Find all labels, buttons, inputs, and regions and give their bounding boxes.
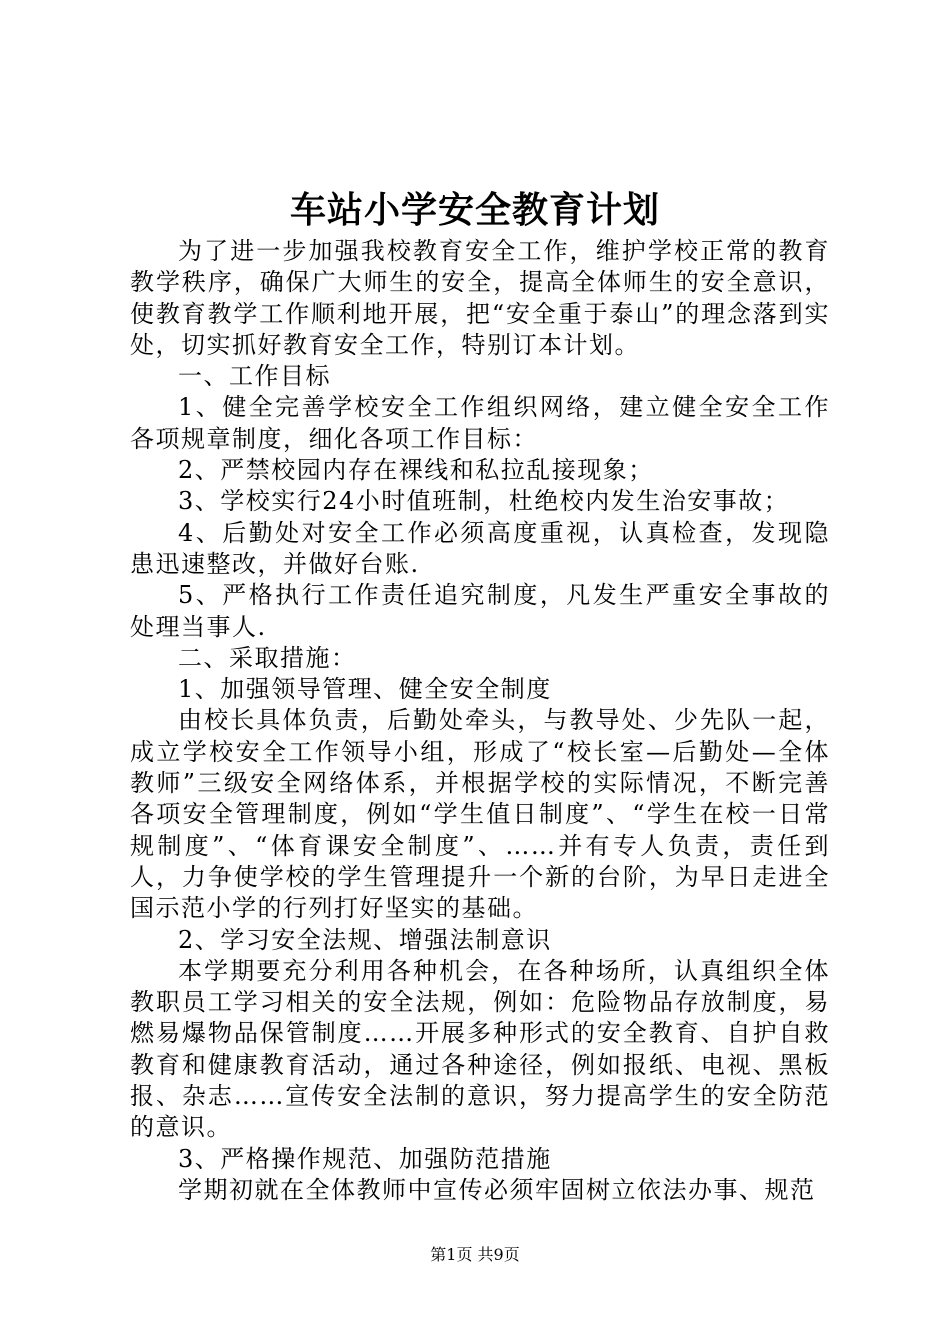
section-heading: 二、采取措施： (178, 643, 357, 672)
subsection-heading: 3、严格操作规范、加强防范措施 (178, 1144, 552, 1173)
paragraph: 学期初就在全体教师中宣传必须牢固树立依法办事、规范 (178, 1175, 816, 1204)
paragraph: 3、学校实行24小时值班制，杜绝校内发生治安事故； (178, 487, 790, 516)
section-heading: 一、工作目标 (178, 362, 331, 391)
subsection-heading: 1、加强领导管理、健全安全制度 (178, 675, 552, 704)
subsection-heading: 2、学习安全法规、增强法制意识 (178, 925, 552, 954)
paragraph: 本学期要充分利用各种机会，在各种场所，认真组织全体教职员工学习相关的安全法规，例如：危险物品存放制度，易燃易爆物品保管制度……开展多种形式的安全教育、自护自救教育和健康教育活动，通过各种途径，例如报纸、电视、黑板报、杂志……宣传安全法制的意识，努力提高学生的安全防范的意识。 (130, 956, 830, 1142)
document-title: 车站小学安全教育计划 (289, 189, 660, 231)
document-body (130, 236, 830, 1206)
page-footer: 第1页 共9页 (430, 1245, 520, 1264)
paragraph: 为了进一步加强我校教育安全工作，维护学校正常的教育教学秩序，确保广大师生的安全，提高全体师生的安全意识，使教育教学工作顺利地开展，把“安全重于泰山”的理念落到实处，切实抓好教育安全工作，特别订本计划。 (130, 237, 830, 359)
paragraph: 1、健全完善学校安全工作组织网络，建立健全安全工作各项规章制度，细化各项工作目标： (130, 393, 830, 453)
paragraph: 4、后勤处对安全工作必须高度重视，认真检查，发现隐患迅速整改，并做好台账. (130, 518, 830, 578)
paragraph: 5、严格执行工作责任追究制度，凡发生严重安全事故的处理当事人. (130, 581, 830, 641)
paragraph: 由校长具体负责，后勤处牵头，与教导处、少先队一起，成立学校安全工作领导小组，形成了“校长室—后勤处—全体教师”三级安全网络体系，并根据学校的实际情况，不断完善各项安全管理制度，例如“学生值日制度”、“学生在校一日常规制度”、“体育课安全制度”、……并有专人负责，责任到人，力争使学校的学生管理提升一个新的台阶，为早日走进全国示范小学的行列打好坚实的基础。 (130, 706, 830, 923)
paragraph: 2、严禁校园内存在裸线和私拉乱接现象； (178, 456, 654, 485)
